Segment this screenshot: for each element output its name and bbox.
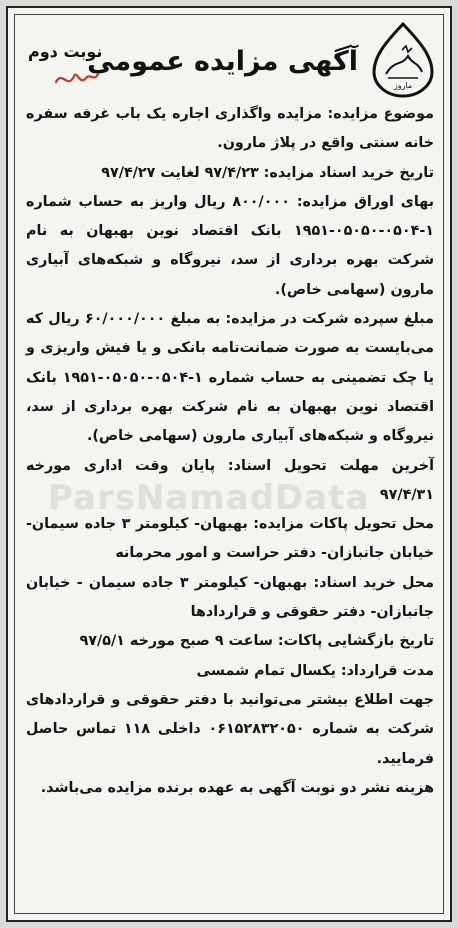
document-price: بهای اوراق مزایده: ۸۰۰/۰۰۰ ریال واریز به حساب شماره ۱-۰۵۰۴-۰۵۰۵۰-۱۹۵۱ بانک اقتصاد نوین بهبهان به نام شرکت بهره برداری از سد، نیروگاه و شبکه‌های آبیاری مارون (سهامی خاص). (26, 193, 434, 298)
submission-deadline: آخرین مهلت تحویل اسناد: پایان وقت اداری مورخه ۹۷/۴/۳۱ (26, 457, 434, 503)
notice-frame (6, 6, 452, 922)
auction-subject: موضوع مزایده: مزایده واگذاری اجاره یک باب غرفه سفره خانه سنتی واقع در پلاژ مارون. (26, 106, 434, 152)
bid-deposit: مبلغ سپرده شرکت در مزایده: به مبلغ ۶۰/۰۰۰/۰۰۰ ریال که می‌بایست به صورت ضمانت‌نامه بانکی و یا فیش واریزی و یا چک تضمینی به حساب شماره ۱-۰۵۰۴-۰۵۰۵۰-۱۹۵۱ بانک اقتصاد نوین بهبهان به نام شرکت بهره برداری از سد، نیروگاه و شبکه‌های آبیاری مارون (سهامی خاص). (26, 311, 434, 445)
notice-title: آگهی مزایده عمومی (87, 46, 358, 77)
publication-round: نوبت دوم (28, 42, 103, 61)
publication-cost-note: هزینه نشر دو نوبت آگهی به عهده برنده مزایده می‌باشد. (40, 779, 434, 796)
document-purchase-date: تاریخ خرید اسناد مزایده: ۹۷/۴/۲۳ لغایت ۹۷/۴/۲۷ (101, 164, 434, 181)
logo-text: ماروز (393, 81, 413, 90)
watermark: ParsNamadData (48, 478, 370, 518)
envelope-delivery-location: محل تحویل پاکات مزایده: بهبهان- کیلومتر ۳ جاده سیمان- خیابان جانبازان- دفتر حراست و امور محرمانه (26, 516, 434, 562)
document-purchase-location: محل خرید اسناد: بهبهان- کیلومتر ۳ جاده سیمان - خیابان جانبازان- دفتر حقوقی و قراردادها (26, 574, 434, 621)
opening-date: تاریخ بازگشایی پاکات: ساعت ۹ صبح مورخه ۹۷/۵/۱ (79, 633, 434, 650)
company-logo-icon (368, 20, 438, 98)
contract-duration: مدت قرارداد: یکسال تمام شمسی (196, 662, 434, 679)
notice-body (26, 100, 434, 803)
contact-info: جهت اطلاع بیشتر می‌توانید با دفتر حقوقی و قراردادهای شرکت به شماره ۰۶۱۵۲۸۳۲۰۵۰ داخلی ۱۱۸ تماس حاصل فرمایید. (26, 691, 434, 767)
signature-icon (52, 64, 102, 92)
